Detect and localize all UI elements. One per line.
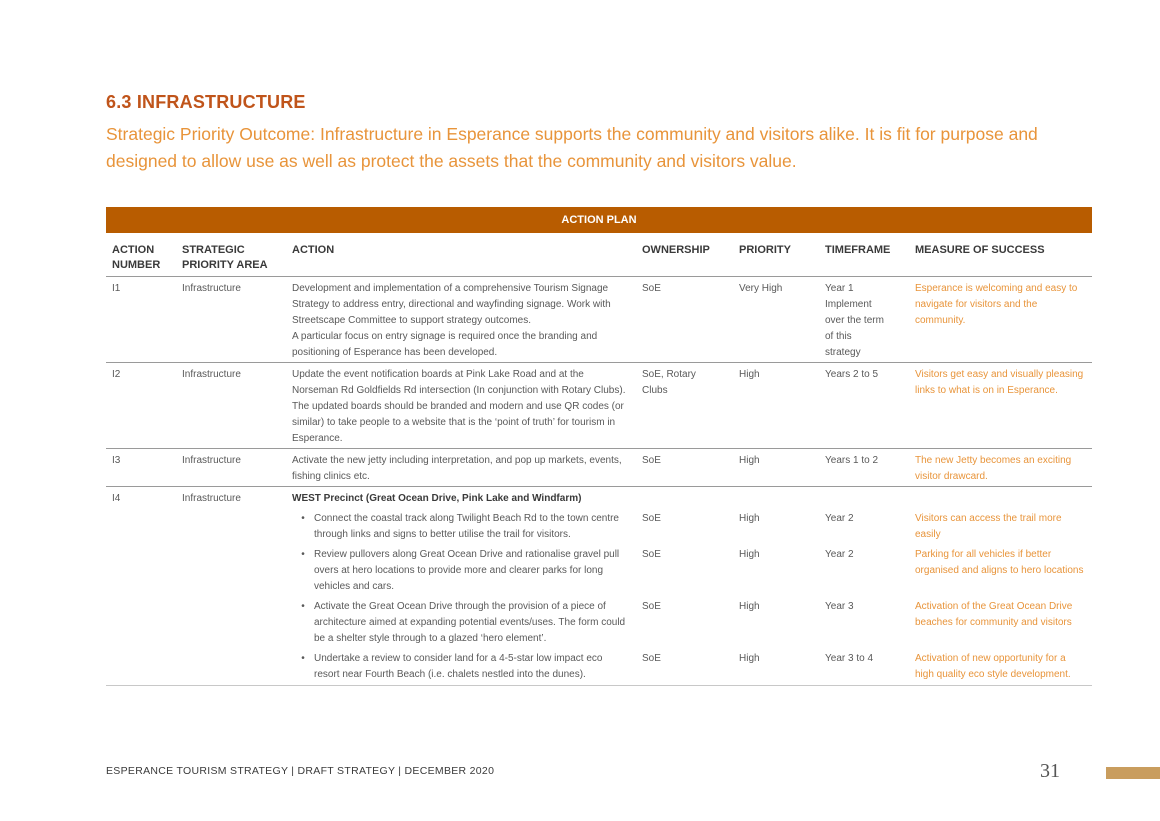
row-measure: Esperance is welcoming and easy to navigate for visitors and the community. bbox=[915, 283, 1078, 326]
col-header-measure: MEASURE OF SUCCESS bbox=[915, 244, 1045, 256]
col-header-area: STRATEGIC PRIORITY AREA bbox=[182, 244, 268, 271]
row-ownership: SoE bbox=[642, 455, 661, 466]
row-action: Update the event notification boards at Pink Lake Road and at the Norseman Rd Goldfields Rd intersection (In conjunction with Rotary Clubs). The updated boards should be branded and modern and use QR codes (or similar) to take people to a website that is the ‘point of truth’ for tourism in Esperance. bbox=[292, 369, 626, 444]
col-header-timeframe: TIMEFRAME bbox=[825, 244, 891, 256]
subitem-ownership: SoE bbox=[642, 513, 661, 524]
subitem-timeframe: Year 3 to 4 bbox=[825, 653, 874, 664]
row-number: I3 bbox=[112, 455, 121, 466]
list-item bbox=[292, 647, 1092, 683]
strategic-outcome: Strategic Priority Outcome: Infrastructure in Esperance supports the community and visitors alike. It is fit for purpose and designed to allow use as well as protect the assets that the community and visitors value. bbox=[106, 124, 1038, 171]
col-header-number: ACTION NUMBER bbox=[112, 244, 161, 271]
subitem-ownership: SoE bbox=[642, 549, 661, 560]
subitem-measure: Activation of new opportunity for a high quality eco style development. bbox=[915, 653, 1071, 680]
row-number: I1 bbox=[112, 283, 121, 294]
table-row bbox=[106, 486, 1092, 683]
row-subitems bbox=[292, 487, 1092, 683]
list-item bbox=[292, 543, 1092, 595]
subitem-timeframe: Year 2 bbox=[825, 513, 854, 524]
action-plan-header: ACTION PLAN bbox=[106, 207, 1092, 233]
table-row bbox=[106, 276, 1092, 361]
row-area: Infrastructure bbox=[182, 283, 241, 294]
subitem-measure: Activation of the Great Ocean Drive beaches for community and visitors bbox=[915, 601, 1073, 628]
page-number: 31 bbox=[1040, 760, 1060, 782]
row-area: Infrastructure bbox=[182, 369, 241, 380]
row-priority: High bbox=[739, 455, 760, 466]
row-priority: Very High bbox=[739, 283, 783, 294]
row-priority: High bbox=[739, 369, 760, 380]
action-plan-table bbox=[106, 207, 1092, 686]
subitem-priority: High bbox=[739, 513, 760, 524]
footer-text: ESPERANCE TOURISM STRATEGY | DRAFT STRATEGY | DECEMBER 2020 bbox=[106, 765, 495, 777]
row-ownership: SoE, Rotary Clubs bbox=[642, 369, 696, 396]
subitem-timeframe: Year 2 bbox=[825, 549, 854, 560]
row-action bbox=[292, 277, 642, 361]
row-action: Activate the new jetty including interpretation, and pop up markets, events, fishing clinics etc. bbox=[292, 455, 622, 482]
row-measure: The new Jetty becomes an exciting visitor drawcard. bbox=[915, 455, 1072, 482]
row-timeframe: Years 2 to 5 bbox=[825, 369, 879, 380]
table-header-row bbox=[106, 233, 1092, 273]
subitem-ownership: SoE bbox=[642, 653, 661, 664]
row-action-text: Development and implementation of a comprehensive Tourism Signage Strategy to address entry, directional and wayfinding signage. Work with Streetscape Committee to support strategy outcomes. bbox=[292, 283, 611, 326]
subitem-priority: High bbox=[739, 601, 760, 612]
subitem-action: Activate the Great Ocean Drive through the provision of a piece of architecture aimed at expanding potential events/uses. The form could be a shelter style through to a glazed ‘hero element’. bbox=[314, 601, 626, 644]
row-timeframe: Years 1 to 2 bbox=[825, 455, 879, 466]
bullet-icon: • bbox=[301, 653, 305, 664]
precinct-heading: WEST Precinct (Great Ocean Drive, Pink Lake and Windfarm) bbox=[292, 493, 582, 504]
row-measure: Visitors get easy and visually pleasing links to what is on in Esperance. bbox=[915, 369, 1084, 396]
subitem-measure: Visitors can access the trail more easily bbox=[915, 513, 1062, 540]
bullet-icon: • bbox=[301, 601, 305, 612]
subitem-action: Connect the coastal track along Twilight Beach Rd to the town centre through links and signs to better utilise the trail for visitors. bbox=[314, 513, 619, 540]
row-number: I2 bbox=[112, 369, 121, 380]
list-item bbox=[292, 595, 1092, 647]
subitem-timeframe: Year 3 bbox=[825, 601, 854, 612]
row-number: I4 bbox=[112, 493, 121, 504]
list-item bbox=[292, 507, 1092, 543]
bullet-icon: • bbox=[301, 513, 305, 524]
row-area: Infrastructure bbox=[182, 455, 241, 466]
table-row bbox=[106, 362, 1092, 447]
row-area: Infrastructure bbox=[182, 493, 241, 504]
row-action-text-2: A particular focus on entry signage is required once the branding and positioning of Esperance has been developed. bbox=[292, 331, 598, 358]
subitem-measure: Parking for all vehicles if better organised and aligns to hero locations bbox=[915, 549, 1084, 576]
table-row bbox=[106, 448, 1092, 485]
subitem-ownership: SoE bbox=[642, 601, 661, 612]
bullet-icon: • bbox=[301, 549, 305, 560]
footer-accent-bar bbox=[1106, 767, 1160, 779]
row-timeframe: Year 1 Implement over the term of this strategy bbox=[825, 283, 884, 358]
row-ownership: SoE bbox=[642, 283, 661, 294]
subitem-action: Undertake a review to consider land for a 4-5-star low impact eco resort near Fourth Beach (i.e. chalets nestled into the dunes). bbox=[314, 653, 603, 680]
col-header-ownership: OWNERSHIP bbox=[642, 244, 710, 256]
col-header-action: ACTION bbox=[292, 244, 335, 256]
col-header-priority: PRIORITY bbox=[739, 244, 791, 256]
subitem-priority: High bbox=[739, 549, 760, 560]
table-bottom-divider bbox=[106, 685, 1092, 686]
section-title: 6.3 INFRASTRUCTURE bbox=[106, 92, 306, 112]
subitem-action: Review pullovers along Great Ocean Drive and rationalise gravel pull overs at hero locations to provide more and clearer parks for long vehicles and cars. bbox=[314, 549, 620, 592]
subitem-priority: High bbox=[739, 653, 760, 664]
